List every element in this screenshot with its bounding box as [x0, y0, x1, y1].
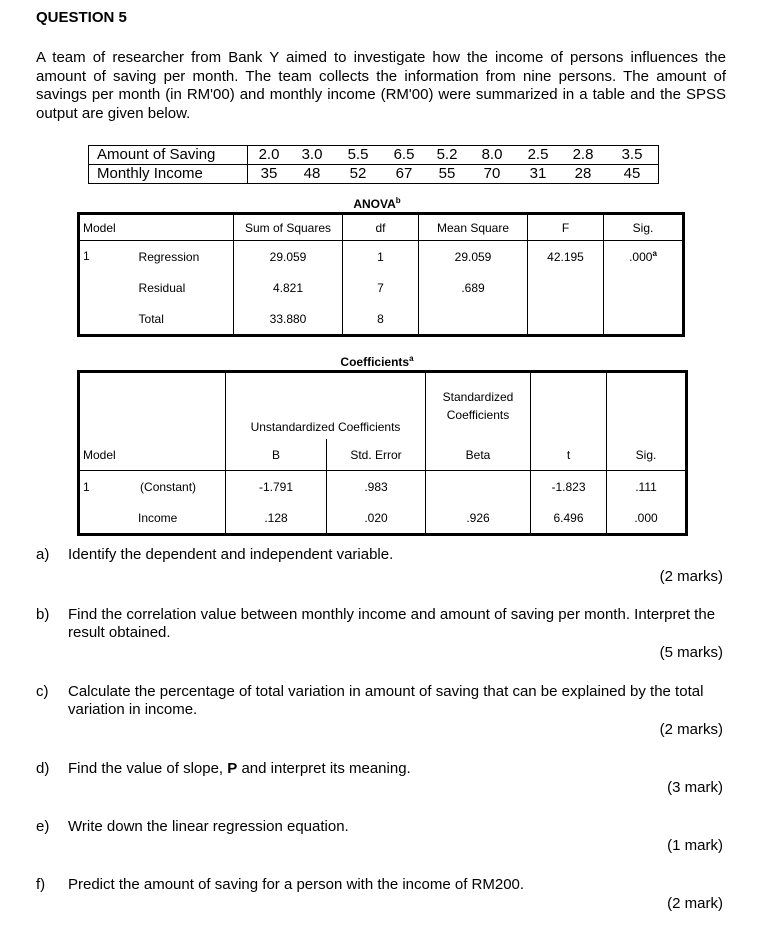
- anova-title: ANOVA$^b$: [353, 196, 401, 211]
- intro-paragraph: A team of researcher from Bank Y aimed to investigate how the income of persons influences the amount of saving per month. The team collects the information from nine persons. The amount of savings per month (in RM'00) and monthly income (RM'00) were summarized in a table and the SPSS output are given below.: [36, 49, 726, 122]
- anova-row-name: Total: [138, 311, 164, 326]
- question-marks: (1 mark): [667, 837, 723, 854]
- question-letter: a): [36, 546, 50, 563]
- question-title: QUESTION 5: [36, 9, 127, 26]
- coef-header-sig: Sig.: [607, 439, 687, 471]
- question-text: Write down the linear regression equation.: [68, 818, 349, 835]
- saving-value: 3.0: [301, 146, 323, 163]
- question-letter: b): [36, 606, 50, 623]
- table-row: [79, 272, 684, 303]
- coef-cell: .020: [327, 502, 426, 535]
- question-marks: (5 marks): [659, 644, 723, 661]
- question-marks: (2 marks): [659, 721, 723, 738]
- question-text: Find the value of slope, P and interpret its meaning.: [68, 760, 411, 777]
- saving-label: Amount of Saving: [89, 146, 248, 165]
- saving-value: 8.0: [481, 146, 503, 163]
- question-letter: c): [36, 683, 49, 700]
- income-row: [89, 165, 659, 184]
- anova-header-df: df: [343, 214, 419, 241]
- coefficients-table: [77, 370, 688, 536]
- coef-header-model: Model: [79, 439, 226, 471]
- coef-cell: -1.791: [226, 471, 327, 503]
- anova-cell: 1: [343, 241, 419, 273]
- anova-cell: 4.821: [234, 272, 343, 303]
- coef-row-name: (Constant): [140, 479, 197, 494]
- anova-row-name: Regression: [138, 249, 200, 264]
- income-value: 28: [574, 165, 592, 182]
- saving-value: 5.5: [347, 146, 369, 163]
- anova-cell: 7: [343, 272, 419, 303]
- coef-cell: .926: [426, 502, 531, 535]
- income-value: 70: [483, 165, 501, 182]
- anova-header-model: Model: [79, 214, 234, 241]
- question-text: Identify the dependent and independent variable.: [68, 546, 394, 563]
- income-value: 31: [529, 165, 547, 182]
- anova-cell: .000$^a$: [604, 241, 684, 273]
- coef-header-se: Std. Error: [327, 439, 426, 471]
- income-value: 55: [438, 165, 456, 182]
- coef-model-number: 1: [83, 479, 90, 494]
- coef-header-unstd: Unstandardized Coefficients: [226, 372, 426, 440]
- anova-cell: 29.059: [234, 241, 343, 273]
- income-value: 52: [349, 165, 367, 182]
- coef-cell: .111: [607, 471, 687, 503]
- coef-header-b: B: [226, 439, 327, 471]
- anova-cell: 29.059: [419, 241, 528, 273]
- question-marks: (3 mark): [667, 779, 723, 796]
- question-letter: e): [36, 818, 50, 835]
- anova-cell: 42.195: [528, 241, 604, 273]
- saving-value: 2.5: [527, 146, 549, 163]
- saving-value: 5.2: [436, 146, 458, 163]
- anova-cell: 8: [343, 303, 419, 336]
- income-value: 67: [395, 165, 413, 182]
- question-letter: d): [36, 760, 50, 777]
- coef-row-name: Income: [138, 510, 178, 525]
- coef-header-beta: Beta: [426, 439, 531, 471]
- coef-cell: .983: [327, 471, 426, 503]
- coef-cell: .000: [607, 502, 687, 535]
- anova-cell: 33.880: [234, 303, 343, 336]
- question-text: Calculate the percentage of total variation in amount of saving that can be explained by the total variation in income.: [68, 683, 704, 718]
- coef-cell: .128: [226, 502, 327, 535]
- coef-header-row-1: [79, 372, 687, 407]
- income-values: [248, 165, 658, 183]
- data-table: [88, 145, 659, 184]
- coef-cell: -1.823: [531, 471, 607, 503]
- coef-cell: 6.496: [531, 502, 607, 535]
- anova-header-ss: Sum of Squares: [234, 214, 343, 241]
- coef-header-std1: Standardized: [426, 372, 531, 407]
- question-letter: f): [36, 876, 46, 893]
- table-row: [79, 471, 687, 503]
- anova-header-sig: Sig.: [604, 214, 684, 241]
- coef-header-t: t: [531, 439, 607, 471]
- saving-value: 3.5: [621, 146, 643, 163]
- anova-header-ms: Mean Square: [419, 214, 528, 241]
- saving-value: 6.5: [393, 146, 415, 163]
- table-row: [79, 303, 684, 336]
- table-row: [79, 241, 684, 273]
- saving-value: 2.0: [258, 146, 280, 163]
- income-value: 35: [260, 165, 278, 182]
- anova-row-name: Residual: [138, 280, 186, 295]
- anova-header-row: [79, 214, 684, 241]
- anova-header-f: F: [528, 214, 604, 241]
- income-label: Monthly Income: [89, 165, 248, 184]
- question-marks: (2 marks): [659, 568, 723, 585]
- anova-cell: .689: [419, 272, 528, 303]
- table-row: [79, 502, 687, 535]
- anova-table: [77, 212, 685, 337]
- coef-header-row-3: [79, 439, 687, 471]
- question-text: Find the correlation value between monthly income and amount of saving per month. Interpret the result obtained.: [68, 606, 716, 641]
- question-marks: (2 mark): [667, 895, 723, 912]
- coef-cell: [426, 471, 531, 503]
- saving-row: [89, 146, 659, 165]
- saving-values: [248, 146, 658, 164]
- income-value: 45: [623, 165, 641, 182]
- coef-header-std2: Coefficients: [426, 406, 531, 439]
- anova-model-number: 1: [83, 249, 90, 263]
- question-text: Predict the amount of saving for a person with the income of RM200.: [68, 876, 525, 893]
- coefficients-title: Coefficients$^a$: [340, 354, 414, 369]
- income-value: 48: [303, 165, 321, 182]
- saving-value: 2.8: [572, 146, 594, 163]
